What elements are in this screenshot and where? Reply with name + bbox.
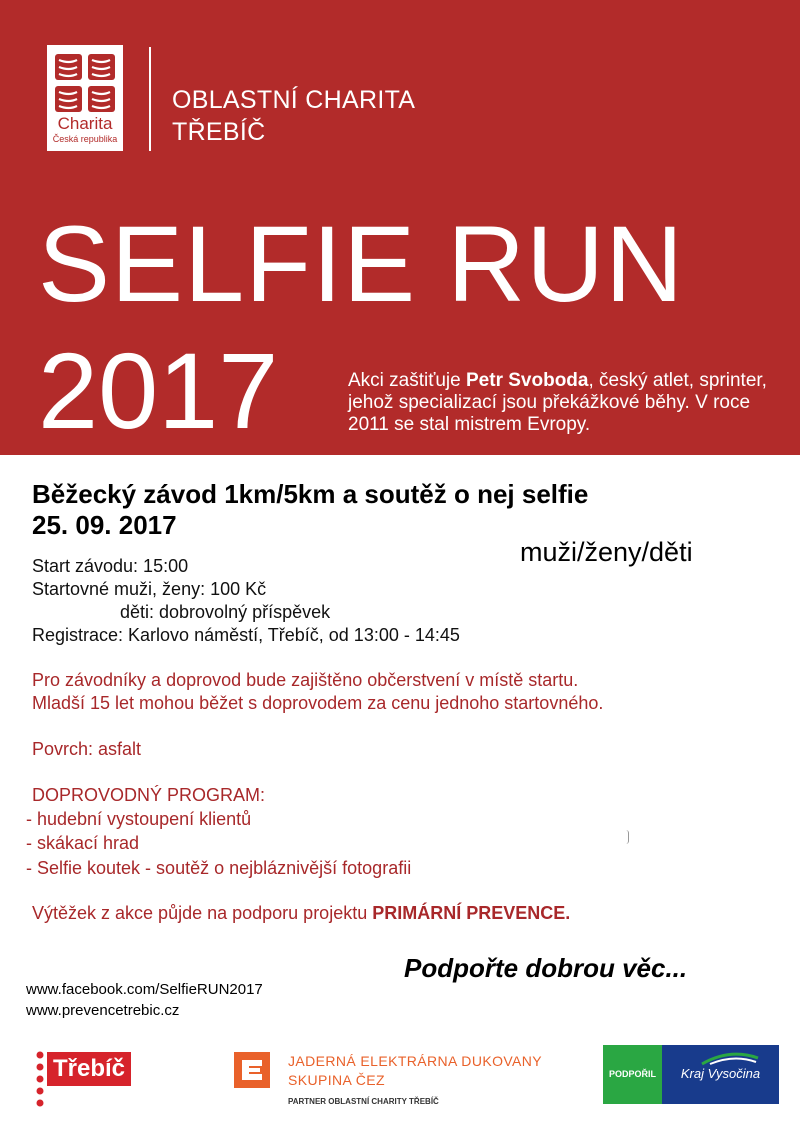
- cez-group: SKUPINA ČEZ: [288, 1072, 385, 1088]
- website-link[interactable]: www.prevencetrebic.cz: [26, 1002, 180, 1019]
- cez-logo-icon: [234, 1052, 270, 1088]
- program-item: - skákací hrad: [26, 833, 140, 853]
- organization-city: TŘEBÍČ: [172, 118, 266, 146]
- program-item: - hudební vystoupení klientů: [26, 809, 252, 829]
- patron-prefix: Akci zaštiťuje: [348, 370, 466, 391]
- proceeds-project: PRIMÁRNÍ PREVENCE.: [372, 903, 571, 923]
- charita-logo: [47, 45, 123, 151]
- proceeds-prefix: Výtěžek z akce půjde na podporu projektu: [32, 903, 373, 923]
- scan-speck: [626, 830, 629, 844]
- cez-name: JADERNÁ ELEKTRÁRNA DUKOVANY: [288, 1053, 543, 1069]
- kraj-name: Kraj Vysočina: [680, 1066, 761, 1081]
- kraj-swoosh-icon: [700, 1052, 760, 1066]
- trebic-logo: Třebíč: [47, 1052, 131, 1086]
- registration: Registrace: Karlovo náměstí, Třebíč, od 13:00 - 14:45: [32, 625, 460, 645]
- event-title: SELFIE RUN: [38, 203, 685, 324]
- under15-note: Mladší 15 let mohou běžet s doprovodem za cenu jednoho startovného.: [32, 693, 604, 713]
- cez-partner-label: PARTNER OBLASTNÍ CHARITY TŘEBÍČ: [288, 1097, 439, 1106]
- patron-text: [348, 370, 788, 436]
- event-date: 25. 09. 2017: [32, 510, 177, 540]
- patron-name: Petr Svoboda: [466, 370, 589, 391]
- logo-name: Charita: [57, 114, 113, 133]
- patron-suffix: , český atlet, sprinter, jehož specializací jsou překážkové běhy. V roce 2011 se stal mistrem Evropy.: [348, 370, 767, 435]
- kraj-support-label: PODPOŘIL: [608, 1069, 656, 1079]
- cez-e-icon: [234, 1052, 270, 1088]
- logo-subtitle: Česká republika: [52, 134, 118, 144]
- start-time: Start závodu: 15:00: [32, 556, 189, 576]
- organization-name: OBLASTNÍ CHARITA: [172, 86, 416, 114]
- trebic-dots-icon: [34, 1050, 46, 1110]
- surface-note: Povrch: asfalt: [32, 739, 142, 759]
- refreshments-note: Pro závodníky a doprovod bude zajištěno občerstvení v místě startu.: [32, 670, 579, 690]
- event-year: 2017: [38, 330, 279, 451]
- fee-kids: děti: dobrovolný příspěvek: [120, 602, 331, 622]
- proceeds-text: [32, 902, 570, 924]
- program-heading: DOPROVODNÝ PROGRAM:: [32, 785, 266, 805]
- facebook-link[interactable]: www.facebook.com/SelfieRUN2017: [26, 981, 263, 998]
- event-categories: muži/ženy/děti: [520, 537, 693, 567]
- header-divider: [149, 47, 151, 151]
- event-headline: Běžecký závod 1km/5km a soutěž o nej selfie: [32, 479, 589, 509]
- charita-cross-icon: [51, 50, 119, 116]
- slogan: Podpořte dobrou věc...: [404, 953, 688, 983]
- program-item: - Selfie koutek - soutěž o nejbláznivější fotografii: [26, 858, 412, 878]
- fee-adults: Startovné muži, ženy: 100 Kč: [32, 579, 267, 599]
